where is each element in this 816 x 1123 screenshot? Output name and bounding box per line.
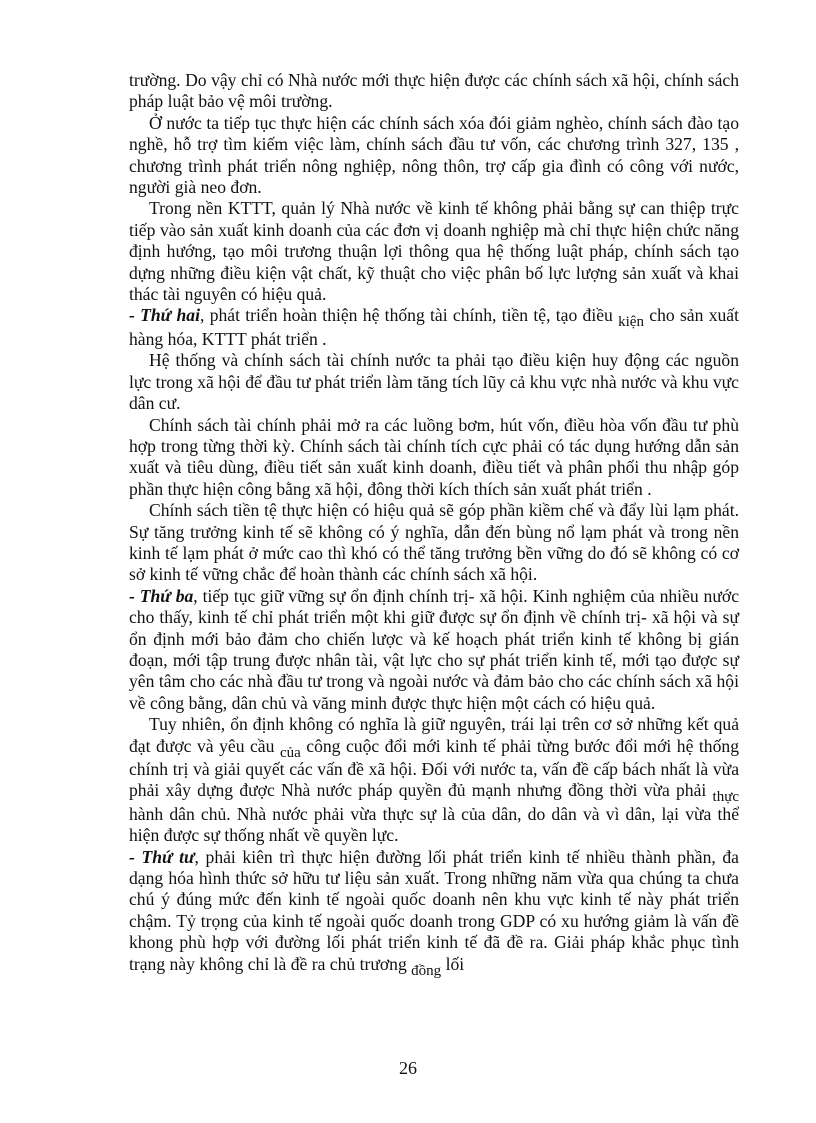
paragraph-text: , phải kiên trì thực hiện đường lối phát triển kinh tế nhiều thành phần, đa dạng hóa hình thức sở hữu tư liệu sản xuất. Trong những năm vừa qua chúng ta chưa chú ý đúng mức đến kinh tế ngoài quốc doanh nên khu vực kinh tế này phát triển chậm. Tỷ trọng của kinh tế ngoài quốc doanh trong GDP có xu hướng giảm là vấn đề khong phù hợp với đường lối phát triển kinh tế đã đề ra. Giải pháp khắc phục tình trạng này không chỉ là đề ra chủ trương — [129, 846, 739, 974]
paragraph — [129, 714, 739, 846]
paragraph-text-lowered: kiện — [618, 314, 644, 331]
paragraph-thu-tu — [129, 847, 739, 977]
paragraph-text: , phát triển hoàn thiện hệ thống tài chính, tiền tệ, tạo điều — [200, 305, 619, 326]
paragraph: Ở nước ta tiếp tục thực hiện các chính sách xóa đói giảm nghèo, chính sách đào tạo nghề, hỗ trợ tìm kiếm việc làm, chính sách đầu tư vốn, các chương trình 327, 135 , chương trình phát triển nông nghiệp, nông thôn, trợ cấp gia đình có công với nước, người già neo đơn. — [129, 112, 739, 198]
section-lead: - Thứ hai — [129, 305, 200, 326]
paragraph: trường. Do vậy chỉ có Nhà nước mới thực hiện được các chính sách xã hội, chính sách pháp luật bảo vệ môi trường. — [129, 70, 739, 112]
paragraph-text: hành dân chủ. Nhà nước phải vừa thực sự là của dân, do dân và vì dân, lại vừa thể hiện được sự thống nhất về quyền lực. — [129, 803, 739, 846]
section-lead: - Thứ ba — [129, 585, 194, 606]
paragraph-text: , tiếp tục giữ vững sự ổn định chính trị- xã hội. Kinh nghiệm của nhiều nước cho thấy, kinh tế chỉ phát triển một khi giữ được sự ổn định về chính trị- xã hội và sự ổn định mới bảo đảm cho chiến lược và kế hoạch phát triển kinh tế không bị gián đoạn, mới tập trung được nhân tài, vật lực cho sự phát triển kinh tế, mới tạo được sự yên tâm cho các nhà đầu tư trong và ngoài nước và đảm bảo cho các chính sách xã hội về công bằng, dân chủ và văng minh được thực hiện một cách có hiệu quả. — [129, 585, 740, 713]
paragraph: Hệ thống và chính sách tài chính nước ta phải tạo điều kiện huy động các nguồn lực trong xã hội để đầu tư phát triển làm tăng tích lũy cả khu vực nhà nước và khu vực dân cư. — [129, 350, 739, 414]
paragraph: Chính sách tài chính phải mở ra các luồng bơm, hút vốn, điều hòa vốn đầu tư phù hợp trong từng thời kỳ. Chính sách tài chính tích cực phải có tác dụng hướng dẫn sản xuất và tiêu dùng, điều tiết sản xuất kinh doanh, điều tiết và phân phối thu nhập góp phần thực hiện công bằng xã hội, đông thời kích thích sản xuất phát triển . — [129, 414, 739, 499]
paragraph-text-lowered: đồng — [411, 962, 442, 979]
page-number: 26 — [399, 1058, 417, 1078]
document-body — [129, 70, 739, 977]
paragraph-thu-ba — [129, 586, 739, 714]
paragraph-text: lối — [441, 953, 465, 974]
section-lead: - Thứ tư — [129, 846, 195, 867]
paragraph: Chính sách tiền tệ thực hiện có hiệu quả sẽ góp phần kiềm chế và đẩy lùi lạm phát. Sự tăng trưởng kinh tế sẽ không có ý nghĩa, dẫn đến bùng nổ lạm phát và trong nền kinh tế lạm phát ở mức cao thì khó có thể tăng trưởng bền vững do đó sẽ không có cơ sở kinh tế vững chắc để hoàn thành các chính sách xã hội. — [129, 500, 739, 585]
paragraph-text-lowered: của — [279, 744, 301, 761]
paragraph: Trong nền KTTT, quản lý Nhà nước về kinh tế không phải bằng sự can thiệp trực tiếp vào sản xuất kinh doanh của các đơn vị doanh nghiệp mà chỉ thực hiện chức năng định hướng, tạo môi trương thuận lợi thông qua hệ thống luật pháp, chính sách tạo dựng những điều kiện vật chất, kỹ thuật cho việc phân bố lực lượng sản xuất và khai thác tài nguyên có hiệu quả. — [129, 198, 739, 305]
paragraph-text: Tuy nhiên, ổn định không có nghĩa là giữ nguyên, trái lại trên cơ sở những kết quả đạt được và yêu cầu — [129, 714, 739, 756]
paragraph-text: công cuộc đổi mới kinh tế phải từng bước đổi mới hệ thống chính trị và giải quyết các vấn đề xã hội. Đối với nước ta, vấn đề cấp bách nhất là vừa phải xây dựng được Nhà nước pháp quyền đủ mạnh nhưng đồng thời vừa phải — [129, 735, 739, 801]
paragraph-text: cho sản xuất hàng hóa, KTTT phát triển . — [129, 305, 739, 349]
paragraph-text-lowered: thực — [712, 789, 739, 806]
paragraph-thu-hai — [129, 305, 739, 350]
